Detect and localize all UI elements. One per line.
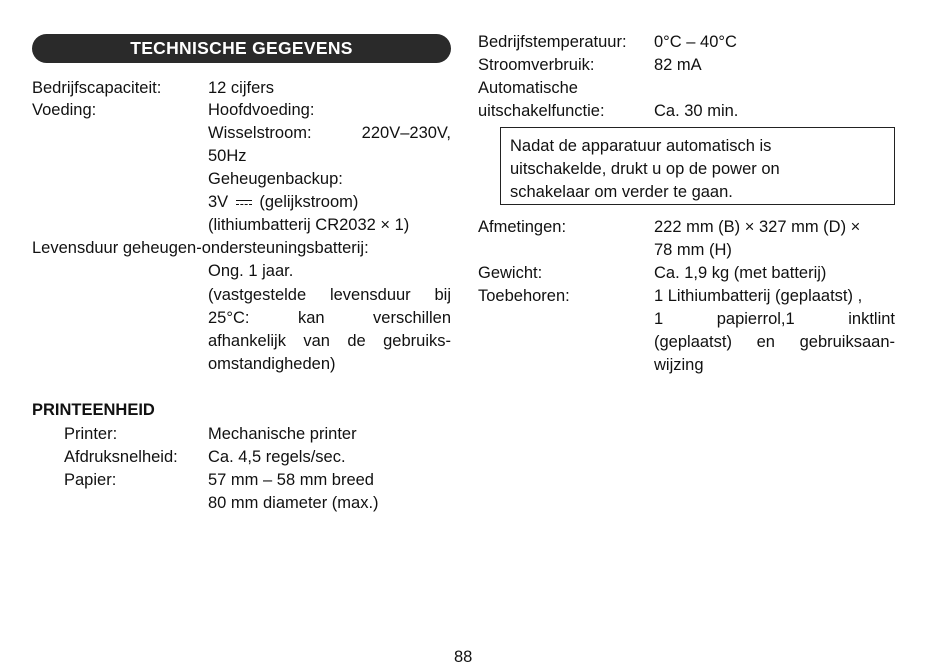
autooff-label-2: uitschakelfunctie: [478, 102, 605, 120]
autooff-label-1: Automatische [478, 79, 578, 97]
print-speed-label: Afdruksnelheid: [64, 448, 178, 466]
paper-label: Papier: [64, 471, 117, 489]
section-heading: TECHNISCHE GEGEVENS [32, 34, 451, 63]
accessories-line-4: wijzing [654, 356, 704, 374]
backup-type: (gelijkstroom) [259, 193, 359, 211]
battery-life-note-1: (vastgestelde levensduur bij [208, 286, 451, 304]
printer-value: Mechanische printer [208, 425, 357, 443]
printer-section-title: PRINTEENHEID [32, 401, 155, 419]
capacity-label: Bedrijfscapaciteit: [32, 79, 162, 97]
accessories-line-1: 1 Lithiumbatterij (geplaatst) , [654, 287, 863, 305]
auto-off-notice-box [500, 127, 895, 205]
battery-life-note-2: 25°C: kan verschillen [208, 309, 451, 327]
notice-line-1: Nadat de apparatuur automatisch is [510, 137, 772, 155]
power-main-label: Hoofdvoeding: [208, 101, 315, 119]
dc-current-icon [235, 198, 253, 208]
accessories-line-2: 1 papierrol,1 inktlint [654, 310, 895, 328]
consumption-label: Stroomverbruik: [478, 56, 595, 74]
backup-voltage: 3V [208, 193, 229, 211]
paper-diameter: 80 mm diameter (max.) [208, 494, 379, 512]
notice-line-2: uitschakelde, drukt u op de power on [510, 160, 780, 178]
weight-label: Gewicht: [478, 264, 543, 282]
dimensions-value-2: 78 mm (H) [654, 241, 732, 259]
temperature-value: 0°C – 40°C [654, 33, 737, 51]
notice-line-3: schakelaar om verder te gaan. [510, 183, 733, 201]
print-speed-value: Ca. 4,5 regels/sec. [208, 448, 346, 466]
page-number: 88 [454, 648, 473, 666]
power-frequency: 50Hz [208, 147, 247, 165]
backup-battery: (lithiumbatterij CR2032 × 1) [208, 216, 410, 234]
weight-value: Ca. 1,9 kg (met batterij) [654, 264, 827, 282]
capacity-value: 12 cijfers [208, 79, 275, 97]
accessories-line-3: (geplaatst) en gebruiksaan- [654, 333, 895, 351]
power-label: Voeding: [32, 101, 97, 119]
backup-value-line [208, 191, 358, 214]
autooff-value: Ca. 30 min. [654, 102, 739, 120]
backup-label: Geheugenbackup: [208, 170, 343, 188]
accessories-label: Toebehoren: [478, 287, 570, 305]
paper-width: 57 mm – 58 mm breed [208, 471, 374, 489]
battery-life-note-3: afhankelijk van de gebruiks- [208, 332, 451, 350]
dimensions-label: Afmetingen: [478, 218, 567, 236]
power-main-value: Wisselstroom: 220V–230V, [208, 124, 451, 142]
dimensions-value-1: 222 mm (B) × 327 mm (D) × [654, 218, 861, 236]
printer-label: Printer: [64, 425, 118, 443]
consumption-value: 82 mA [654, 56, 702, 74]
battery-life-label: Levensduur geheugen-ondersteuningsbatterij: [32, 239, 369, 257]
battery-life-value: Ong. 1 jaar. [208, 262, 294, 280]
battery-life-note-4: omstandigheden) [208, 355, 336, 373]
temperature-label: Bedrijfstemperatuur: [478, 33, 627, 51]
